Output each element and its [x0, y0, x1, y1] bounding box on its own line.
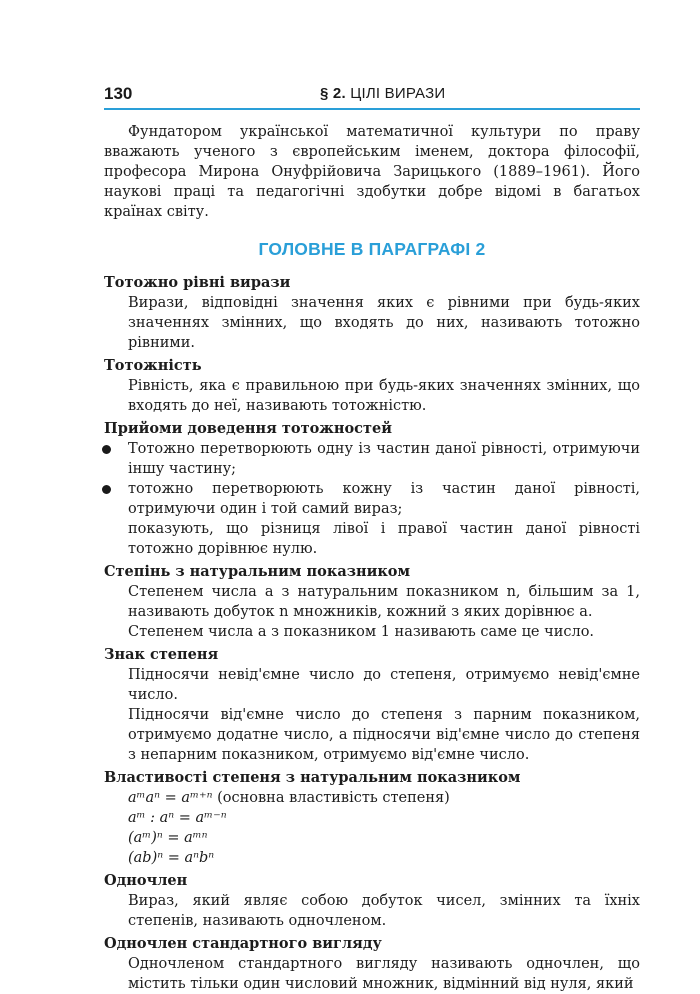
definition-standard-monomial: Одночленом стандартного вигляду називають одночлен, що містить тільки один числовий множник, відмінний від нуля, який — [128, 956, 640, 992]
definition-natural-power: Степенем числа a з натуральним показником n, більшим за 1, називають добуток n множників, кожний з яких дорівнює a. — [128, 584, 640, 620]
formula-product-note: (основна властивість степеня) — [212, 790, 450, 806]
definition-power-sign-1: Підносячи невід'ємне число до степеня, отримуємо невід'ємне число. — [128, 667, 640, 703]
page-header — [104, 82, 640, 110]
summary-heading: ГОЛОВНЕ В ПАРАГРАФІ 2 — [258, 239, 486, 259]
section-number: § 2. — [320, 85, 346, 102]
term-natural-power: Степінь з натуральним показником — [104, 563, 411, 580]
term-identity: Тотожність — [104, 357, 202, 374]
formula-power-of-power: (aᵐ)ⁿ = aᵐⁿ — [128, 830, 208, 846]
list-item — [104, 439, 640, 479]
formula-power-of-product: (ab)ⁿ = aⁿbⁿ — [128, 850, 215, 866]
proof-method-2: тотожно перетворюють кожну із частин даної рівності, отримуючи один і той самий вираз; — [128, 481, 640, 517]
formula-quotient: aᵐ : aⁿ = aᵐ⁻ⁿ — [128, 810, 227, 826]
definition-identical-expressions: Вирази, відповідні значення яких є рівними при будь-яких значеннях змінних, що входять до них, називають тотожно рівними. — [128, 295, 640, 351]
page-content — [104, 122, 640, 994]
definition-identity: Рівність, яка є правильною при будь-яких значеннях змінних, що входять до неї, називають тотожністю. — [128, 378, 640, 414]
section-name: ЦІЛІ ВИРАЗИ — [350, 85, 446, 102]
formula-product-expr: aᵐaⁿ = aᵐ⁺ⁿ — [128, 790, 213, 806]
term-power-properties: Властивості степеня з натуральним показником — [104, 769, 521, 786]
page-number: 130 — [104, 84, 133, 103]
term-standard-monomial: Одночлен стандартного вигляду — [104, 935, 382, 952]
definition-power-one: Степенем числа a з показником 1 називають саме це число. — [128, 624, 595, 640]
bullet-icon — [102, 485, 111, 494]
term-monomial: Одночлен — [104, 872, 188, 889]
term-proof-methods: Прийоми доведення тотожностей — [104, 420, 392, 437]
list-item — [104, 479, 640, 519]
formula-product — [104, 788, 640, 808]
proof-method-1: Тотожно перетворюють одну із частин даної рівності, отримуючи іншу частину; — [128, 441, 640, 477]
proof-method-3: показують, що різниця лівої і правої частин даної рівності тотожно дорівнює нулю. — [128, 521, 640, 557]
term-identical-expressions: Тотожно рівні вирази — [104, 274, 291, 291]
definition-power-sign-2: Підносячи від'ємне число до степеня з парним показником, отримуємо додатне число, а підносячи від'ємне число до степеня з непарним показником, отримуємо від'ємне число. — [128, 707, 640, 763]
section-title — [320, 85, 445, 102]
bullet-icon — [102, 445, 111, 454]
term-power-sign: Знак степеня — [104, 646, 219, 663]
intro-paragraph: Фундатором української математичної культури по праву вважають ученого з європейським іменем, доктора філософії, професора Мирона Онуфрійовича Зарицького (1889–1961). Його наукові праці та педагогічні здобутки добре відомі в багатьох країнах світу. — [104, 124, 640, 220]
definition-monomial: Вираз, який являє собою добуток чисел, змінних та їхніх степенів, називають одночленом. — [128, 893, 640, 929]
